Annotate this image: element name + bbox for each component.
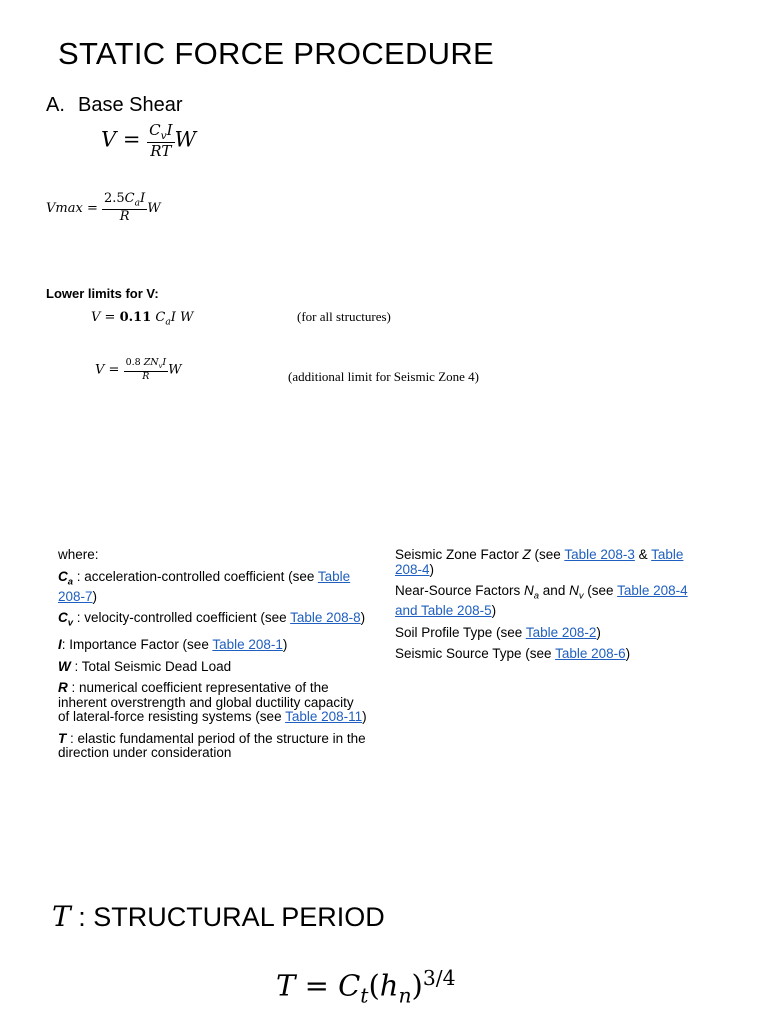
definition-r: R : numerical coefficient representative of the inherent overstrength and global ductility capacity of lateral-force resisting systems (see Table 208-11) xyxy=(58,680,367,725)
structural-period-heading xyxy=(52,900,385,933)
table-208-3-link[interactable]: Table 208-3 xyxy=(564,547,635,562)
lower-limits-label: Lower limits for V: xyxy=(46,286,159,301)
base-shear-equation: V = $\frac{C_vI}{RT}$ W xyxy=(101,121,197,161)
lower-limit-equation-1: V = 0.11 $C_aI$ W xyxy=(91,310,194,328)
definition-i: I: Importance Factor (see Table 208-1) xyxy=(58,637,288,653)
table-208-8-link[interactable]: Table 208-8 xyxy=(290,610,361,626)
definition-ca: $C_a$ : acceleration-controlled coefficient (see Table 208-7) xyxy=(58,568,351,604)
definition-t: T : elastic fundamental period of the structure in the direction under consideration xyxy=(58,730,366,761)
definition-zone-factor: Seismic Zone Factor Z (see Table 208-3 & Table 208-4) xyxy=(395,547,684,577)
table-208-1-link[interactable]: Table 208-1 xyxy=(212,637,283,653)
page-title: STATIC FORCE PROCEDURE xyxy=(58,36,495,71)
definition-near-source: Near-Source Factors $N_a$ and $N_v$ (see Table 208-4 and Table 208-5) xyxy=(395,583,688,619)
lower-limit-equation-2: V = $\frac{0.8 ZN_vI}{R}$ W xyxy=(95,357,182,382)
section-letter: A. xyxy=(46,94,65,116)
period-equation: $T = C_t(h_n)^{3/4}$ xyxy=(276,966,456,1008)
table-208-7-link[interactable]: Table 208-7 xyxy=(58,568,351,604)
period-symbol: T xyxy=(52,900,71,933)
definitions-left xyxy=(58,548,368,768)
table-208-11-link[interactable]: Table 208-11 xyxy=(285,709,363,725)
definition-cv: $C_v$ : velocity-controlled coefficient (see Table 208-8) xyxy=(58,610,366,629)
table-208-4-and-208-5-link[interactable]: Table 208-4 and Table 208-5 xyxy=(395,583,688,619)
table-208-2-link[interactable]: Table 208-2 xyxy=(525,624,597,640)
definitions-right xyxy=(395,548,705,669)
where-label: where: xyxy=(58,547,99,562)
note-all-structures: (for all structures) xyxy=(297,309,391,324)
table-208-6-link[interactable]: Table 208-6 xyxy=(555,646,626,662)
note-zone-4: (additional limit for Seismic Zone 4) xyxy=(288,369,479,384)
definition-seismic-source: Seismic Source Type (see Table 208-6) xyxy=(395,646,631,662)
section-label: Base Shear xyxy=(78,94,183,116)
section-heading xyxy=(46,94,183,117)
vmax-equation: Vmax = $\frac{2.5C_aI}{R}$ W xyxy=(46,191,161,225)
definition-w: W : Total Seismic Dead Load xyxy=(58,658,232,674)
table-208-4-link[interactable]: Table 208-4 xyxy=(395,547,684,577)
period-label: : STRUCTURAL PERIOD xyxy=(70,902,385,932)
definition-soil-profile: Soil Profile Type (see Table 208-2) xyxy=(395,624,601,640)
